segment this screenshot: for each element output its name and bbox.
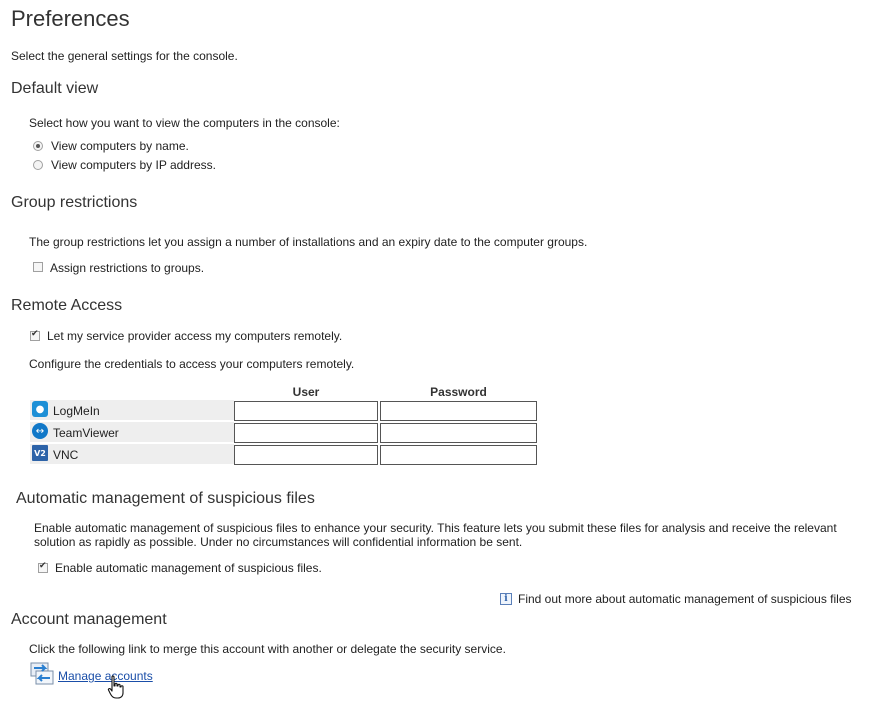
- remote-access-heading: Remote Access: [11, 297, 123, 314]
- view-by-ip-label[interactable]: View computers by IP address.: [51, 158, 216, 172]
- provider-name-teamviewer: TeamViewer: [53, 426, 119, 440]
- logmein-password-input[interactable]: [380, 401, 537, 421]
- hand-cursor-icon: [107, 675, 127, 701]
- page-title: Preferences: [11, 6, 130, 31]
- teamviewer-password-input[interactable]: [380, 423, 537, 443]
- provider-name-vnc: VNC: [53, 448, 79, 462]
- view-by-ip-radio[interactable]: [33, 160, 43, 170]
- vnc-password-input[interactable]: [380, 445, 537, 465]
- column-header-password: Password: [430, 385, 487, 399]
- provider-name-logmein: LogMeIn: [53, 404, 100, 418]
- logmein-user-input[interactable]: [234, 401, 378, 421]
- view-by-name-radio[interactable]: [33, 141, 43, 151]
- default-view-prompt: Select how you want to view the computers in the console:: [29, 116, 340, 130]
- account-management-description: Click the following link to merge this account with another or delegate the security service.: [29, 642, 506, 656]
- suspicious-files-description-line2: solution as rapidly as possible. Under no circumstances will confidential information be sent.: [34, 535, 523, 549]
- info-icon[interactable]: i: [500, 593, 512, 605]
- assign-restrictions-checkbox[interactable]: [33, 262, 43, 272]
- remote-access-label[interactable]: Let my service provider access my computers remotely.: [47, 329, 343, 343]
- suspicious-files-label[interactable]: Enable automatic management of suspicious files.: [55, 561, 322, 575]
- manage-accounts-link[interactable]: Manage accounts: [58, 669, 153, 683]
- group-restrictions-heading: Group restrictions: [11, 194, 138, 211]
- vnc-icon: V2: [32, 445, 48, 461]
- suspicious-files-description-line1: Enable automatic management of suspicious files to enhance your security. This feature lets you submit these files for analysis and receive the relevant: [34, 521, 837, 535]
- page-subtitle: Select the general settings for the console.: [11, 49, 238, 63]
- logmein-icon: ●: [32, 401, 48, 417]
- manage-accounts-icon[interactable]: [30, 662, 54, 686]
- teamviewer-user-input[interactable]: [234, 423, 378, 443]
- suspicious-files-info-link[interactable]: Find out more about automatic management of suspicious files: [518, 592, 852, 606]
- suspicious-files-heading: Automatic management of suspicious files: [16, 490, 315, 507]
- default-view-heading: Default view: [11, 80, 99, 97]
- account-management-heading: Account management: [11, 611, 167, 628]
- vnc-user-input[interactable]: [234, 445, 378, 465]
- teamviewer-icon: ↔: [32, 423, 48, 439]
- group-restrictions-description: The group restrictions let you assign a number of installations and an expiry date to the computer groups.: [29, 235, 588, 249]
- column-header-user: User: [292, 385, 320, 399]
- view-by-name-label[interactable]: View computers by name.: [51, 139, 189, 153]
- suspicious-files-checkbox[interactable]: [38, 563, 48, 573]
- remote-access-instructions: Configure the credentials to access your computers remotely.: [29, 357, 355, 371]
- assign-restrictions-label[interactable]: Assign restrictions to groups.: [50, 261, 205, 275]
- remote-access-checkbox[interactable]: [30, 331, 40, 341]
